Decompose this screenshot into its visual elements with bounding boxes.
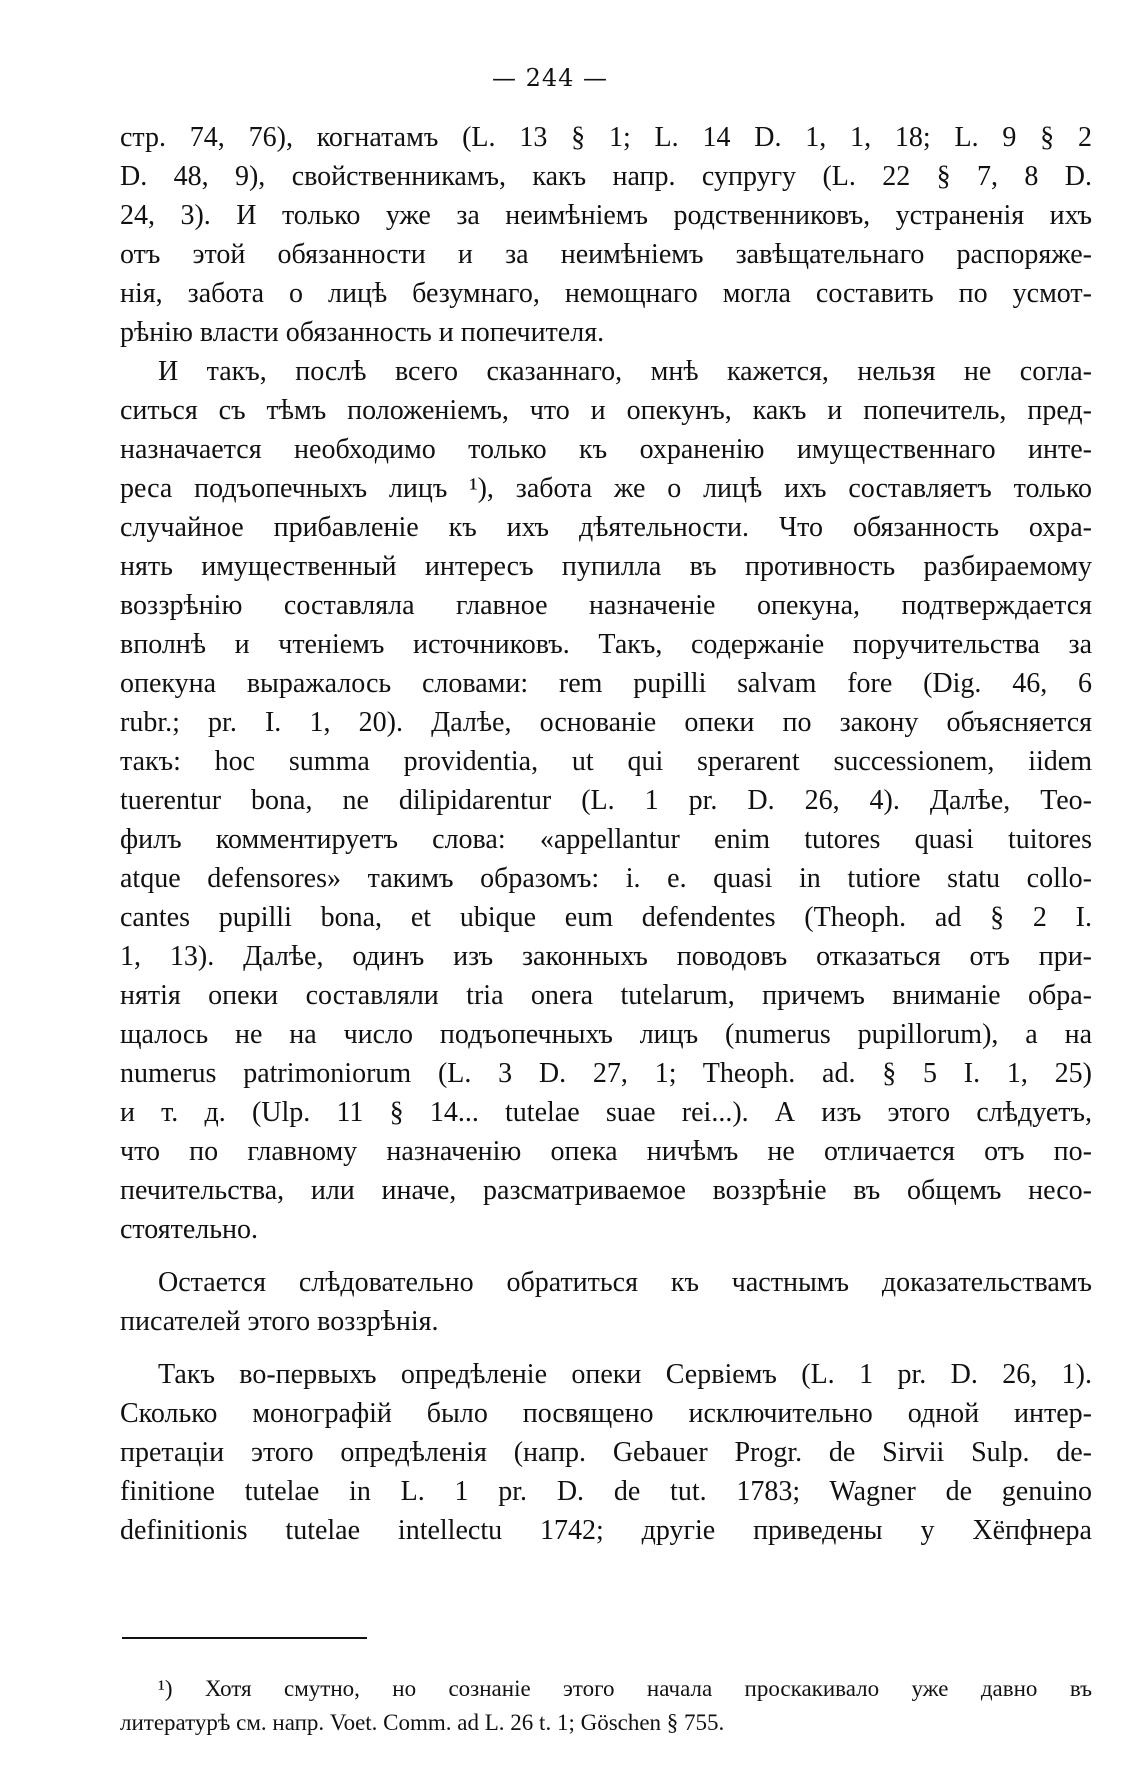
text-line: вполнѣ и чтеніемъ источниковъ. Такъ, содержаніе поручительства за	[120, 629, 1092, 660]
body-text	[120, 118, 1092, 1550]
text-line: что по главному назначенію опека ничѣмъ не отличается отъ по-	[120, 1136, 1092, 1167]
text-line: Сколько монографій было посвящено исключительно одной интер-	[120, 1398, 1092, 1429]
text-line: щалось не на число подъопечныхъ лицъ (numerus pupillorum), а на	[120, 1019, 1092, 1050]
text-line: назначается необходимо только къ охраненію имущественнаго инте-	[120, 434, 1092, 465]
text-line: филъ комментируетъ слова: «appellantur enim tutores quasi tuitores	[120, 824, 1092, 855]
text-line: нять имущественный интересъ пупилла въ противность разбираемому	[120, 551, 1092, 582]
footnote-line: литературѣ см. напр. Voet. Comm. ad L. 26 t. 1; Göschen § 755.	[120, 1710, 725, 1735]
text-line: cantes pupilli bona, et ubique eum defendentes (Theoph. ad § 2 I.	[120, 902, 1092, 933]
text-line: finitione tutelae in L. 1 pr. D. de tut. 1783; Wagner de genuino	[120, 1476, 1092, 1507]
text-line: реса подъопечныхъ лицъ ¹), забота же о лицѣ ихъ составляетъ только	[120, 473, 1092, 504]
page-number: — 244 —	[491, 64, 609, 92]
text-line: воззрѣнію составляла главное назначеніе опекуна, подтверждается	[120, 590, 1092, 621]
text-line: такъ: hoc summa providentia, ut qui sperarent successionem, iidem	[120, 746, 1092, 777]
text-line: и т. д. (Ulp. 11 § 14... tutelae suae rei...). А изъ этого слѣдуетъ,	[120, 1097, 1092, 1128]
footnote-divider	[122, 1637, 367, 1639]
text-line: tuerentur bona, ne dilipidarentur (L. 1 pr. D. 26, 4). Далѣе, Тео-	[120, 785, 1092, 816]
text-line: И такъ, послѣ всего сказаннаго, мнѣ кажется, нельзя не согла-	[158, 356, 1092, 387]
text-line: ситься съ тѣмъ положеніемъ, что и опекунъ, какъ и попечитель, пред-	[120, 395, 1092, 426]
footnote-line: ¹) Хотя смутно, но сознаніе этого начала проскакивало уже давно въ	[158, 1676, 1092, 1701]
text-line: печительства, или иначе, разсматриваемое воззрѣніе въ общемъ несо-	[120, 1175, 1092, 1206]
text-line: случайное прибавленіе къ ихъ дѣятельности. Что обязанность охра-	[120, 512, 1092, 543]
text-line: стоятельно.	[120, 1214, 259, 1245]
text-line: нія, забота о лицѣ безумнаго, немощнаго могла составить по усмот-	[120, 278, 1092, 309]
text-line: Остается слѣдовательно обратиться къ частнымъ доказательствамъ	[158, 1267, 1092, 1298]
text-line: definitionis tutelae intellectu 1742; другіе приведены у Хёпфнера	[120, 1515, 1092, 1546]
text-line: D. 48, 9), свойственникамъ, какъ напр. супругу (L. 22 § 7, 8 D.	[120, 161, 1092, 192]
text-line: стр. 74, 76), когнатамъ (L. 13 § 1; L. 14 D. 1, 1, 18; L. 9 § 2	[120, 122, 1092, 153]
paragraph	[120, 1355, 1092, 1550]
paragraph	[120, 352, 1092, 1249]
text-line: rubr.; pr. I. 1, 20). Далѣе, основаніе опеки по закону объясняется	[120, 707, 1092, 738]
text-line: писателей этого воззрѣнія.	[120, 1306, 439, 1337]
paragraph	[120, 1263, 1092, 1341]
text-line: отъ этой обязанности и за неимѣніемъ завѣщательнаго распоряже-	[120, 239, 1092, 270]
footnote	[120, 1672, 1092, 1740]
text-line: нятія опеки составляли tria onera tutelarum, причемъ вниманіе обра-	[120, 980, 1092, 1011]
text-line: atque defensores» такимъ образомъ: i. e. quasi in tutiore statu collo-	[120, 863, 1092, 894]
text-line: numerus patrimoniorum (L. 3 D. 27, 1; Theoph. ad. § 5 I. 1, 25)	[120, 1058, 1092, 1089]
text-line: Такъ во-первыхъ опредѣленіе опеки Сервіемъ (L. 1 pr. D. 26, 1).	[158, 1359, 1092, 1390]
text-line: опекуна выражалось словами: rem pupilli salvam fore (Dig. 46, 6	[120, 668, 1092, 699]
text-line: 24, 3). И только уже за неимѣніемъ родственниковъ, устраненія ихъ	[120, 200, 1092, 231]
text-line: 1, 13). Далѣе, одинъ изъ законныхъ поводовъ отказаться отъ при-	[120, 941, 1092, 972]
text-line: претаціи этого опредѣленія (напр. Gebauer Progr. de Sirvii Sulp. de-	[120, 1437, 1092, 1468]
text-line: рѣнію власти обязанность и попечителя.	[120, 317, 605, 348]
paragraph	[120, 118, 1092, 352]
